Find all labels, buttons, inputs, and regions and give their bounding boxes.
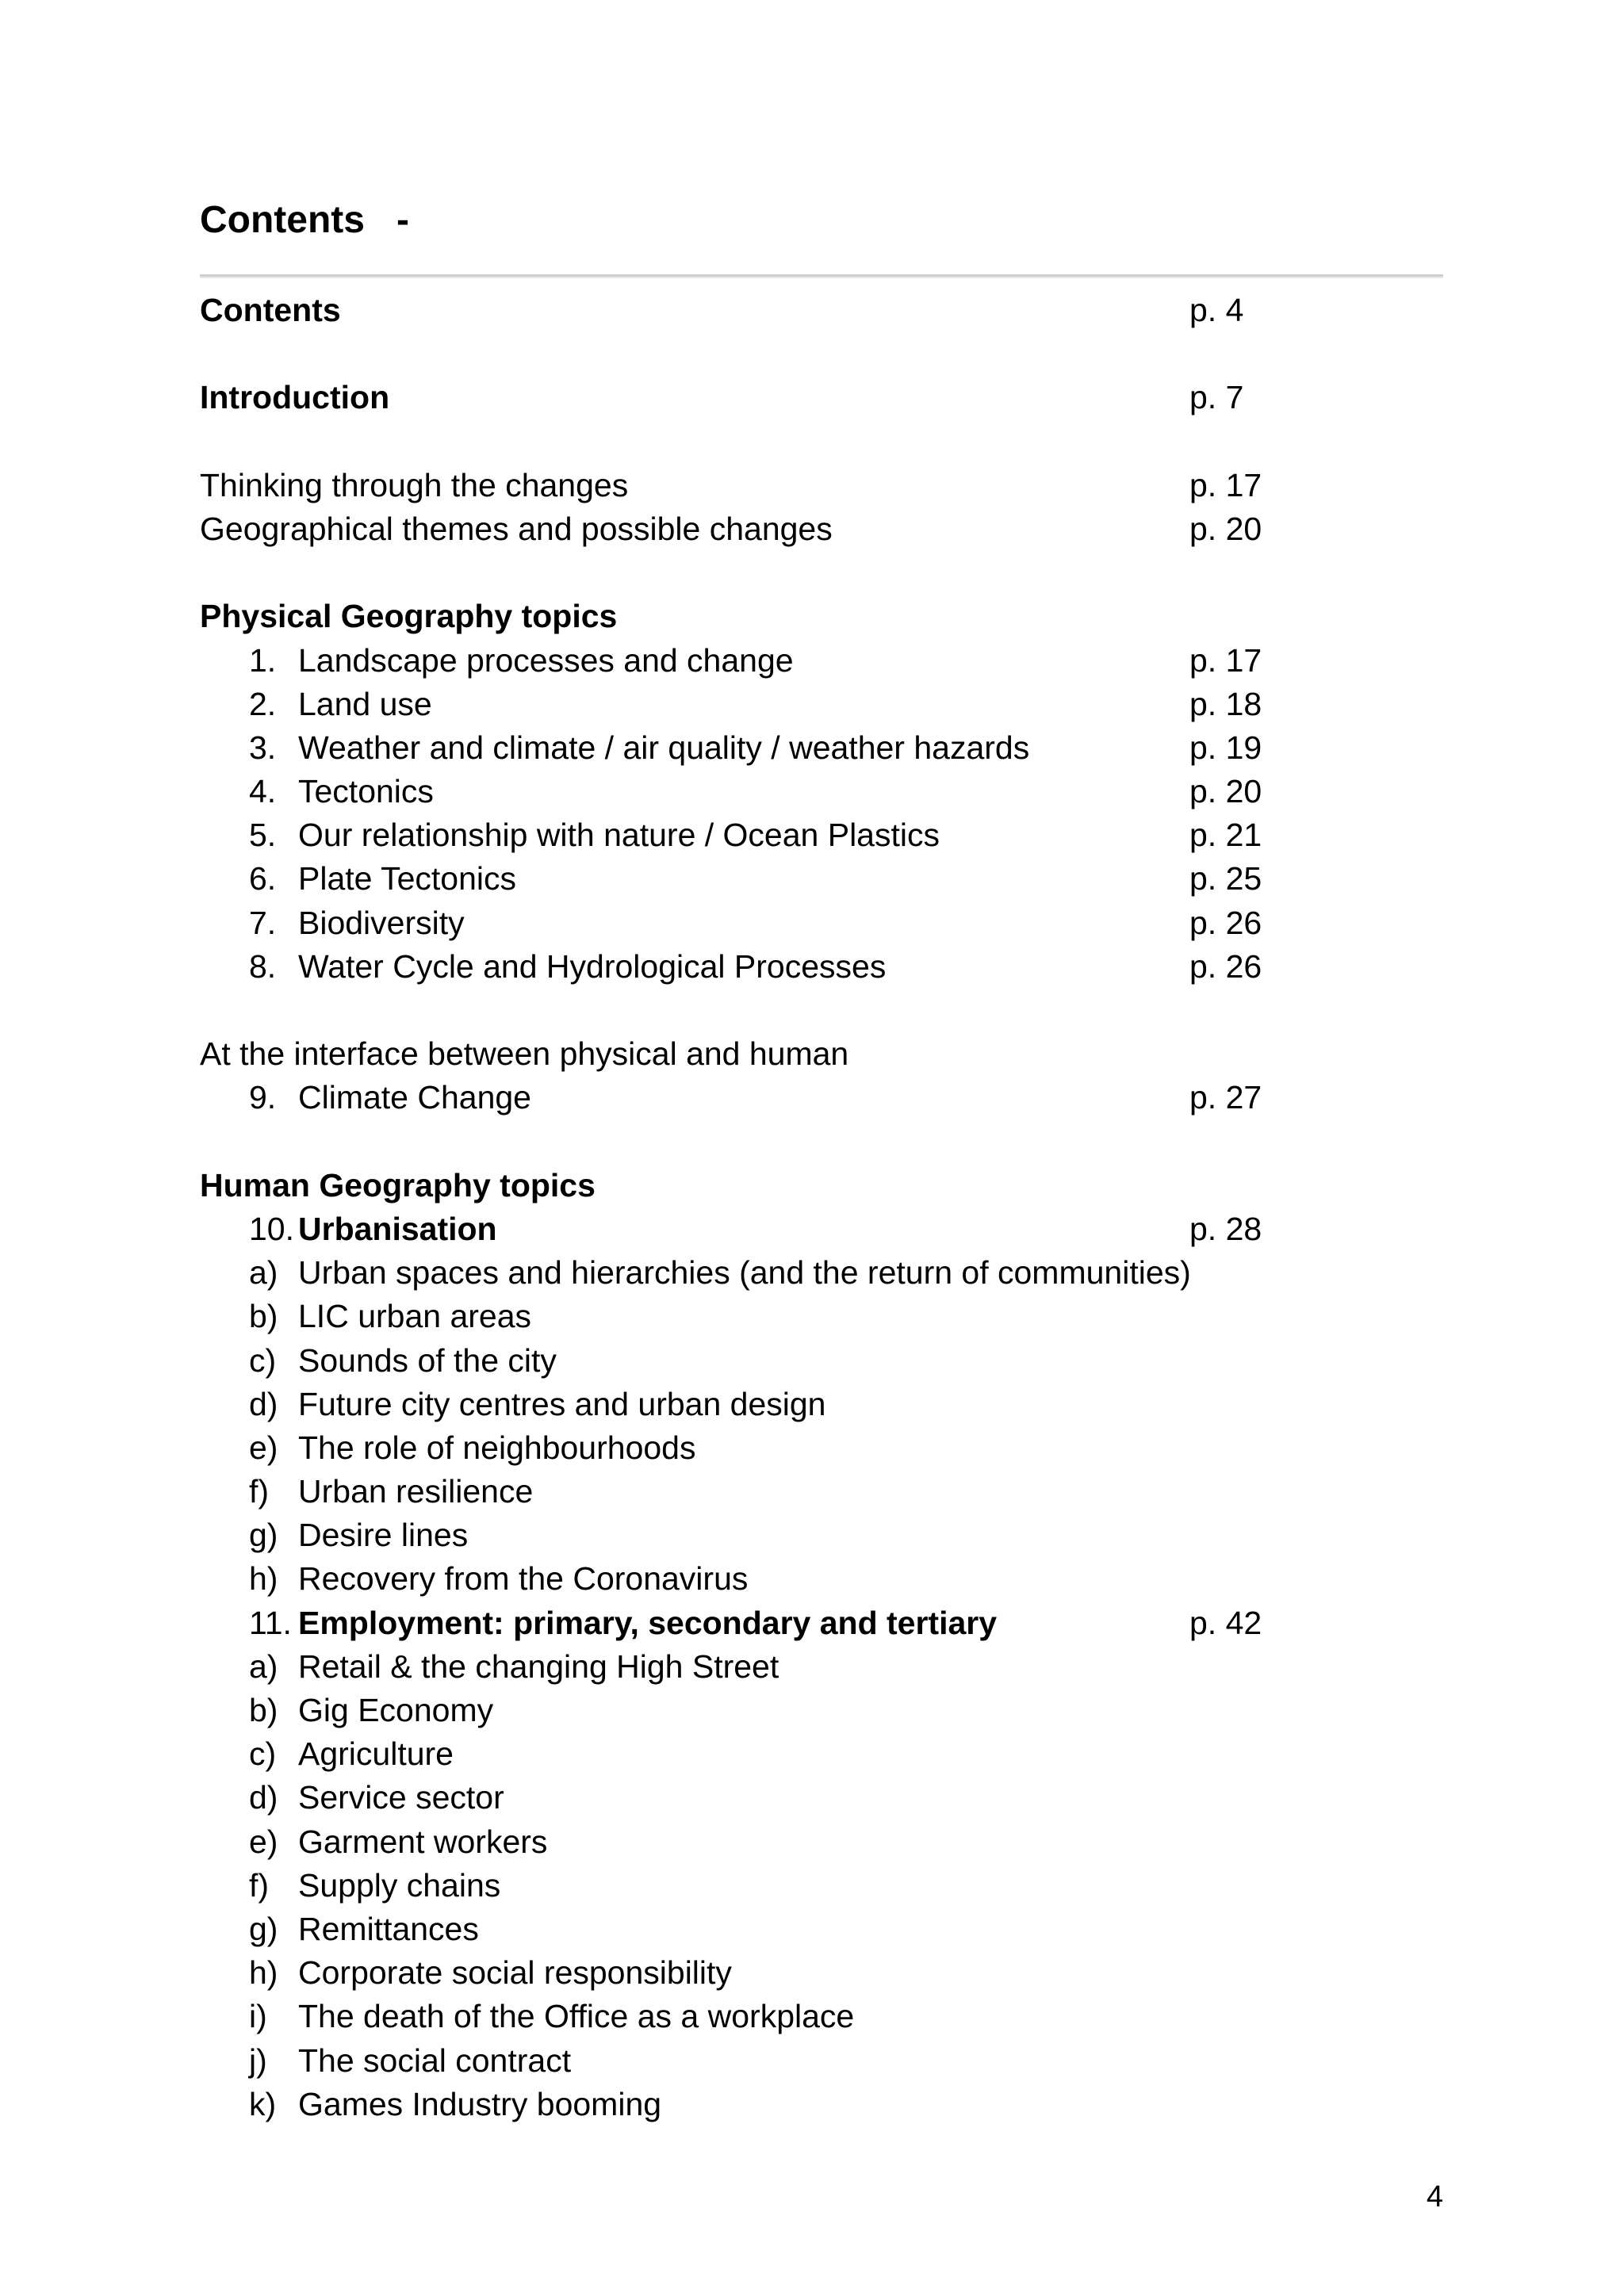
- toc-item-number: 5.: [249, 817, 277, 854]
- toc-entry-title: Supply chains: [298, 1866, 501, 1904]
- toc-item: [200, 1601, 1469, 1645]
- toc-entry-title: Urbanisation: [298, 1210, 497, 1247]
- toc-item: [200, 1513, 1469, 1557]
- toc-item: [200, 1426, 1469, 1470]
- toc-entry-title: Agriculture: [298, 1735, 454, 1773]
- toc-item-number: 3.: [249, 729, 277, 766]
- toc-item-number: c): [249, 1735, 277, 1773]
- toc-item-number: a): [249, 1647, 278, 1685]
- toc-item: [200, 813, 1469, 857]
- toc-entry-title: Corporate social responsibility: [298, 1954, 732, 1992]
- toc-page-ref: p. 26: [1189, 904, 1262, 941]
- toc-page-ref: p. 19: [1189, 729, 1262, 766]
- title-divider: [200, 274, 1443, 278]
- toc-item-number: f): [249, 1473, 270, 1510]
- toc-item-number: a): [249, 1254, 278, 1292]
- toc-item: [200, 1645, 1469, 1689]
- toc-item-number: e): [249, 1429, 278, 1466]
- toc-entry-title: Garment workers: [298, 1823, 548, 1860]
- page-number: 4: [1426, 2180, 1443, 2214]
- toc-entry-title: Weather and climate / air quality / weather hazards: [298, 729, 1030, 766]
- toc-item: [200, 901, 1469, 945]
- toc-entry-title: Plate Tectonics: [298, 860, 517, 897]
- toc-heading: [200, 507, 1469, 551]
- toc-page-ref: p. 4: [1189, 292, 1244, 328]
- toc-item: [200, 1908, 1469, 1951]
- toc-page-ref: p. 26: [1189, 947, 1262, 985]
- toc-item: [200, 726, 1469, 770]
- toc-item-number: c): [249, 1341, 277, 1379]
- toc-entry-title: The death of the Office as a workplace: [298, 1998, 855, 2035]
- page-title: Contents -: [200, 199, 409, 241]
- toc-item: [200, 1383, 1469, 1426]
- toc-item: [200, 1076, 1469, 1119]
- toc-entry-title: Our relationship with nature / Ocean Plastics: [298, 817, 940, 854]
- toc-page-ref: p. 20: [1189, 510, 1262, 547]
- toc-entry-title: Landscape processes and change: [298, 641, 794, 679]
- toc-page-ref: p. 27: [1189, 1079, 1262, 1116]
- toc-item: [200, 1557, 1469, 1601]
- toc-entry-title: Introduction: [200, 379, 390, 416]
- toc-item: [200, 1689, 1469, 1732]
- toc-item-number: d): [249, 1385, 278, 1422]
- toc-item: [200, 945, 1469, 989]
- toc-page-ref: p. 25: [1189, 860, 1262, 897]
- toc-entry-title: LIC urban areas: [298, 1298, 532, 1335]
- toc-entry-title: Water Cycle and Hydrological Processes: [298, 947, 887, 985]
- toc-item-number: 9.: [249, 1079, 277, 1116]
- toc-item-number: 6.: [249, 860, 277, 897]
- toc-entry-title: The social contract: [298, 2042, 572, 2079]
- toc-page-ref: p. 28: [1189, 1210, 1262, 1247]
- toc-entry-title: Games Industry booming: [298, 2085, 662, 2122]
- toc-entry-title: Employment: primary, secondary and tertiary: [298, 1604, 998, 1641]
- toc-heading: [200, 376, 1469, 419]
- table-of-contents: [200, 289, 1469, 2126]
- toc-entry-title: Remittances: [298, 1910, 479, 1947]
- toc-page-ref: p. 20: [1189, 773, 1262, 810]
- toc-item: [200, 2083, 1469, 2126]
- toc-item: [200, 770, 1469, 813]
- toc-item: [200, 683, 1469, 726]
- toc-item-number: k): [249, 2085, 277, 2122]
- toc-item-number: b): [249, 1298, 278, 1335]
- toc-entry-title: Thinking through the changes: [200, 466, 629, 503]
- toc-heading: [200, 595, 1469, 638]
- toc-entry-title: Urban resilience: [298, 1473, 534, 1510]
- toc-item: [200, 1820, 1469, 1864]
- toc-item-number: 1.: [249, 641, 277, 679]
- toc-item: [200, 1339, 1469, 1383]
- toc-entry-title: Recovery from the Coronavirus: [298, 1560, 749, 1598]
- toc-page-ref: p. 17: [1189, 466, 1262, 503]
- toc-item: [200, 1776, 1469, 1820]
- toc-item: [200, 1864, 1469, 1908]
- toc-item-number: 7.: [249, 904, 277, 941]
- toc-item-number: 4.: [249, 773, 277, 810]
- toc-item-number: g): [249, 1910, 278, 1947]
- toc-heading: [200, 289, 1469, 332]
- toc-entry-title: Service sector: [298, 1779, 504, 1816]
- toc-item-number: d): [249, 1779, 278, 1816]
- toc-item-number: b): [249, 1692, 278, 1728]
- toc-entry-title: Tectonics: [298, 773, 434, 810]
- toc-entry-title: Geographical themes and possible changes: [200, 510, 833, 547]
- toc-item: [200, 1732, 1469, 1776]
- toc-entry-title: The role of neighbourhoods: [298, 1429, 696, 1466]
- toc-entry-title: Sounds of the city: [298, 1341, 557, 1379]
- toc-item: [200, 857, 1469, 901]
- toc-entry-title: Contents: [200, 292, 341, 328]
- toc-page-ref: p. 18: [1189, 685, 1262, 722]
- toc-entry-title: Climate Change: [298, 1079, 531, 1116]
- toc-item-number: 11.: [249, 1604, 292, 1641]
- toc-item: [200, 1951, 1469, 1995]
- toc-entry-title: Urban spaces and hierarchies (and the return of communities): [298, 1254, 1191, 1292]
- toc-entry-title: Desire lines: [298, 1517, 469, 1554]
- toc-item-number: 2.: [249, 685, 277, 722]
- toc-item: [200, 2039, 1469, 2083]
- toc-item-number: f): [249, 1866, 270, 1904]
- toc-page-ref: p. 17: [1189, 641, 1262, 679]
- toc-item-number: e): [249, 1823, 278, 1860]
- toc-item-number: 10.: [249, 1210, 294, 1247]
- toc-item-number: 8.: [249, 947, 277, 985]
- toc-heading: [200, 1164, 1469, 1207]
- toc-page-ref: p. 21: [1189, 817, 1262, 854]
- toc-item: [200, 1470, 1469, 1513]
- toc-heading: [200, 464, 1469, 507]
- toc-item: [200, 1207, 1469, 1251]
- toc-entry-title: At the interface between physical and human: [200, 1035, 849, 1073]
- toc-heading: [200, 1032, 1469, 1076]
- toc-item: [200, 1295, 1469, 1338]
- toc-entry-title: Future city centres and urban design: [298, 1385, 826, 1422]
- toc-item-number: g): [249, 1517, 278, 1554]
- toc-item: [200, 1251, 1469, 1295]
- toc-entry-title: Human Geography topics: [200, 1166, 596, 1203]
- toc-page-ref: p. 7: [1189, 379, 1244, 416]
- toc-entry-title: Biodiversity: [298, 904, 465, 941]
- toc-item-number: h): [249, 1954, 278, 1992]
- toc-item-number: j): [249, 2042, 267, 2079]
- toc-item-number: i): [249, 1998, 267, 2035]
- toc-item-number: h): [249, 1560, 278, 1598]
- toc-entry-title: Gig Economy: [298, 1692, 494, 1728]
- toc-page-ref: p. 42: [1189, 1604, 1262, 1641]
- toc-entry-title: Land use: [298, 685, 432, 722]
- toc-item: [200, 639, 1469, 683]
- toc-entry-title: Retail & the changing High Street: [298, 1647, 779, 1685]
- toc-item: [200, 1995, 1469, 2038]
- toc-entry-title: Physical Geography topics: [200, 598, 618, 635]
